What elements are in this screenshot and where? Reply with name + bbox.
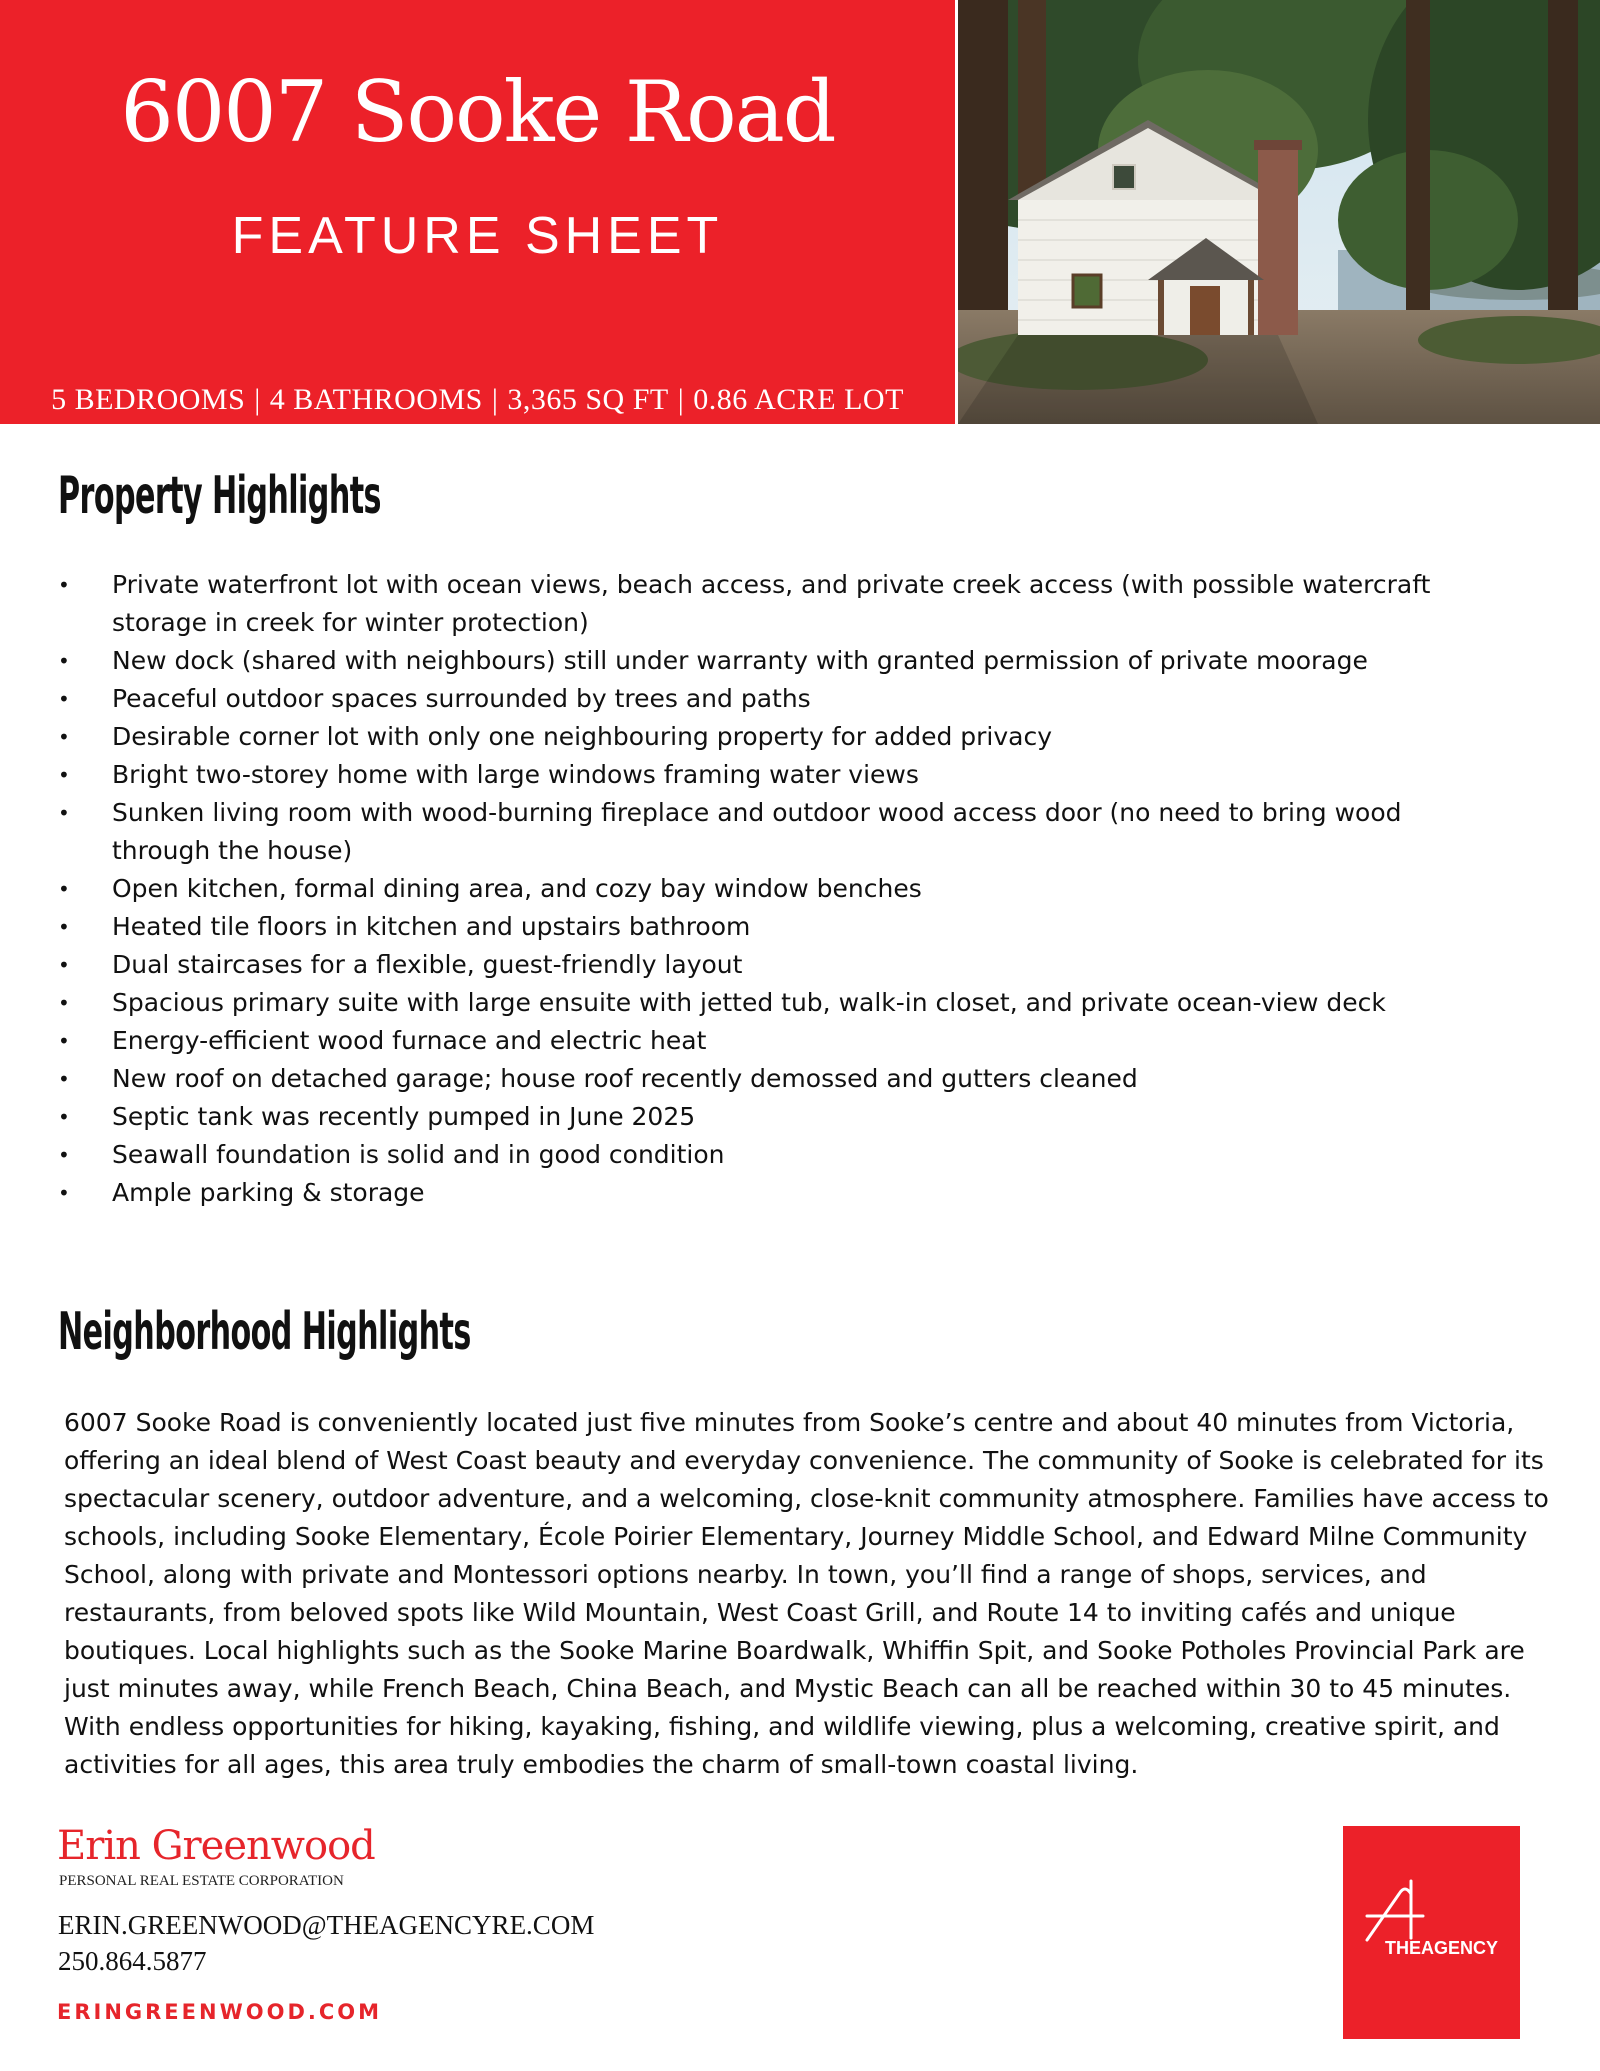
list-item: • New dock (shared with neighbours) still under warranty with granted permission of private moorage [58,642,1478,680]
property-stats [0,385,955,415]
neighborhood-paragraph: 6007 Sooke Road is conveniently located just five minutes from Sooke’s centre and about 40 minutes from Victoria, offering an ideal blend of West Coast beauty and everyday convenience. The community of Sooke is celebrated for its spectacular scenery, outdoor adventure, and a welcoming, close-knit community atmosphere. Families have access to schools, including Sooke Elementary, École Poirier Elementary, Journey Middle School, and Edward Milne Community School, along with private and Montessori options nearby. In town, you’ll find a range of shops, services, and restaurants, from beloved spots like Wild Mountain, West Coast Grill, and Route 14 to inviting cafés and unique boutiques. Local highlights such as the Sooke Marine Boardwalk, Whiffin Spit, and Sooke Potholes Provincial Park are just minutes away, while French Beach, China Beach, and Mystic Beach can all be reached within 30 to 45 minutes. With endless opportunities for hiking, kayaking, fishing, and wildlife viewing, plus a welcoming, creative spirit, and activities for all ages, this area truly embodies the charm of small-town coastal living. [64,1408,1549,1779]
list-item: • Energy-efficient wood furnace and electric heat [58,1022,1478,1060]
list-item: • New roof on detached garage; house roof recently demossed and gutters cleaned [58,1060,1478,1098]
header-banner [0,0,955,424]
house-photo [958,0,1600,424]
list-item: • Bright two-storey home with large windows framing water views [58,756,1478,794]
stat-separator: | [677,383,685,416]
list-item: • Septic tank was recently pumped in June 2025 [58,1098,1478,1136]
stat-sqft: 3,365 SQ FT [507,383,669,416]
agency-logo-text: THEAGENCY [1385,1938,1499,1958]
property-highlights-heading: Property Highlights [58,466,381,526]
page-title: 6007 Sooke Road [120,63,835,161]
page-subtitle: FEATURE SHEET [231,207,724,265]
the-agency-logo [1343,1826,1520,2039]
stat-bedrooms: 5 BEDROOMS [51,383,246,416]
list-item: • Desirable corner lot with only one neighbouring property for added privacy [58,718,1478,756]
list-item: • Peaceful outdoor spaces surrounded by trees and paths [58,680,1478,718]
property-highlights-list [58,566,1478,1212]
agent-corporation: PERSONAL REAL ESTATE CORPORATION [59,1873,344,1889]
agent-phone-link[interactable]: 250.864.5877 [58,1946,207,1976]
list-item: • Private waterfront lot with ocean views, beach access, and private creek access (with possible watercraft storage in creek for winter protection) [58,566,1478,642]
agency-a-icon [1343,1826,1520,2039]
stat-lot: 0.86 ACRE LOT [693,383,904,416]
list-item: • Sunken living room with wood-burning fireplace and outdoor wood access door (no need to bring wood through the house) [58,794,1478,870]
stat-separator: | [491,383,499,416]
agent-email-link[interactable]: ERIN.GREENWOOD@THEAGENCYRE.COM [58,1910,595,1940]
agent-website-link[interactable]: ERINGREENWOOD.COM [57,2000,383,2024]
list-item: • Seawall foundation is solid and in good condition [58,1136,1478,1174]
stat-separator: | [254,383,261,416]
agent-name: Erin Greenwood [57,1823,375,1869]
neighborhood-highlights-heading: Neighborhood Highlights [58,1302,471,1362]
list-item: • Ample parking & storage [58,1174,1478,1212]
stat-bathrooms: 4 BATHROOMS [269,383,483,416]
list-item: • Open kitchen, formal dining area, and cozy bay window benches [58,870,1478,908]
list-item: • Dual staircases for a flexible, guest-friendly layout [58,946,1478,984]
list-item: • Spacious primary suite with large ensuite with jetted tub, walk-in closet, and private ocean-view deck [58,984,1478,1022]
list-item: • Heated tile floors in kitchen and upstairs bathroom [58,908,1478,946]
